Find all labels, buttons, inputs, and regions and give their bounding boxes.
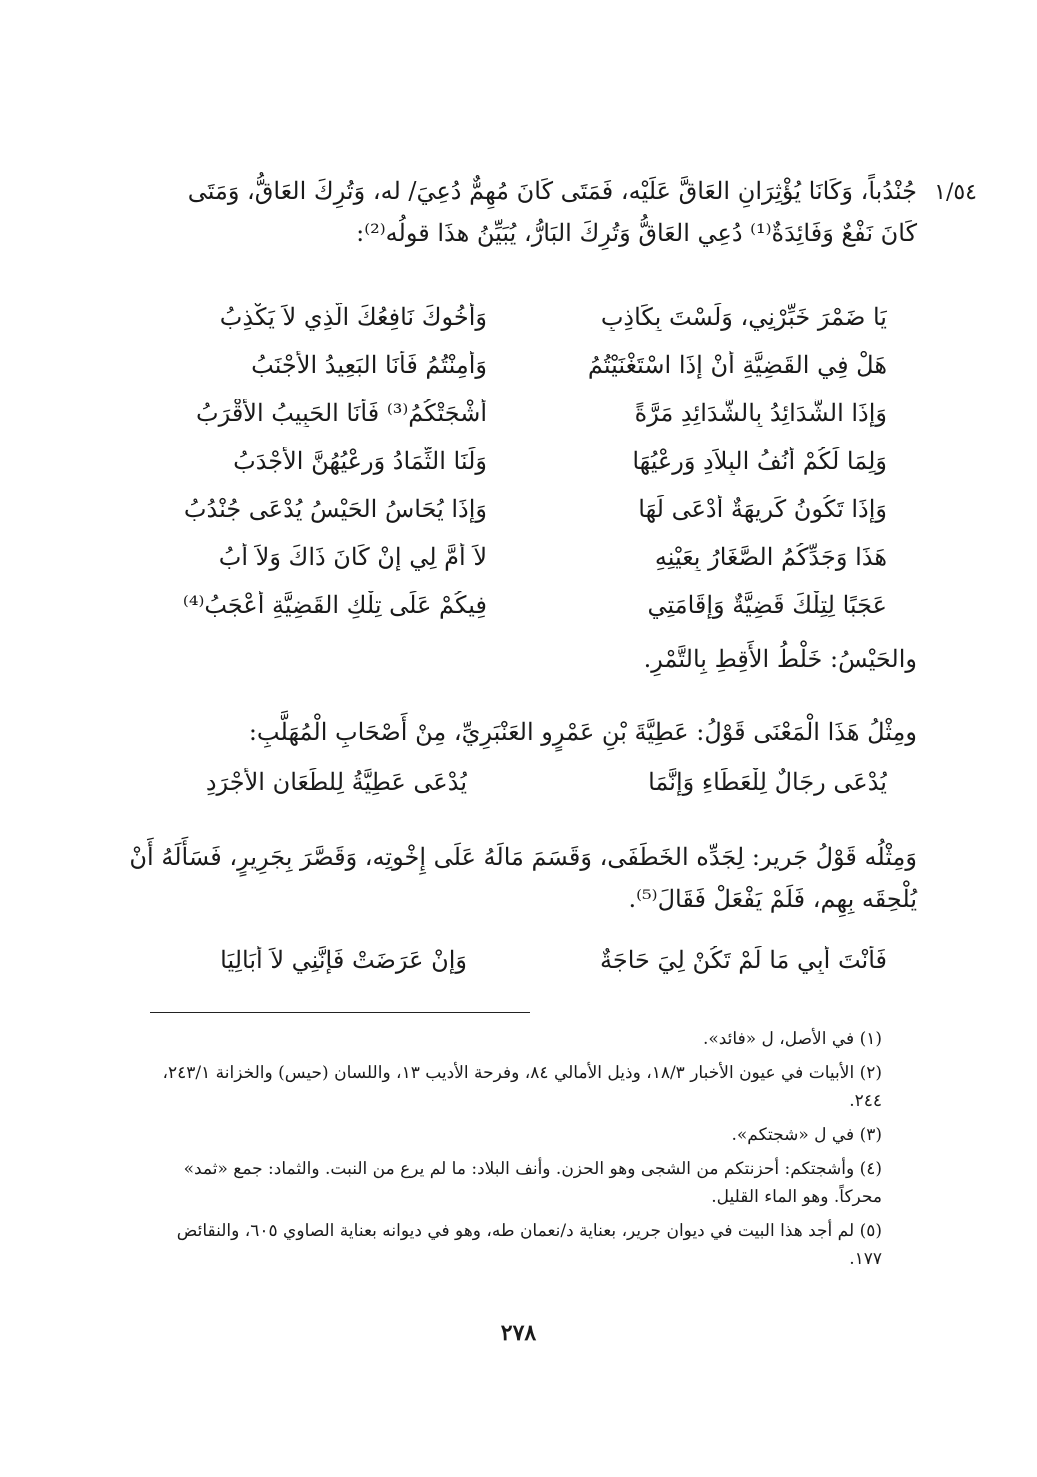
hemistich-second: وَإِذَا يُحَاسُ الحَيْسُ يُدْعَى جُنْدُبُ — [183, 495, 487, 523]
hemistich-second: أَشْجَتْكُمُ⁽³⁾ فَأَنَا الحَبِيبُ الأَقْرَبُ — [195, 399, 487, 427]
paragraph-intro — [117, 170, 917, 254]
verse-line — [127, 936, 887, 984]
verse-line — [147, 437, 887, 485]
paragraph-jarir — [117, 836, 917, 920]
verse-line — [147, 293, 887, 341]
hemistich-second: وَأَمِنْتُمُ فَأَنَا البَعِيدُ الأَجْنَبُ — [251, 351, 487, 379]
verse-line — [147, 485, 887, 533]
paragraph-attribution: ومِثْلُ هَذَا الْمَعْنَى قَوْلُ: عَطِيَّةَ بْنِ عَمْرٍو العَنْبَرِيِّ، مِنْ أَصْحَابِ الْمُهَلَّبِ: — [248, 718, 917, 746]
hemistich-first: وَلِمَا لَكُمْ أُنُفُ البِلاَدِ وَرِعْيُهَا — [632, 447, 887, 475]
verse-line — [147, 581, 887, 629]
footnote: (٥) لم أجد هذا البيت في ديوان جرير، بعناية د/نعمان طه، وهو في ديوانه بعناية الصاوي ٦٠٥، والنقائض ١٧٧. — [176, 1221, 882, 1269]
hemistich-first: وَإِذَا الشَّدَائِدُ بِالشَّدَائِدِ مَرَّةً — [634, 399, 887, 427]
verse-line — [147, 389, 887, 437]
hemistich-first: فَأَنْتَ أَبِي مَا لَمْ تَكُنْ لِيَ حَاجَةٌ — [600, 946, 887, 974]
verse-line — [147, 341, 887, 389]
hemistich-second: يُدْعَى عَطِيَّةُ لِلطِّعَانِ الأَجْرَدِ — [205, 768, 467, 796]
hemistich-first: وَإِذَا تَكُونُ كَرِيهَةٌ أُدْعَى لَهَا — [638, 495, 887, 523]
hemistich-first: يُدْعَى رِجَالٌ لِلْعَطَاءِ وَإِنَّمَا — [648, 768, 887, 796]
gloss-line: والحَيْسُ: خَلْطُ الأَقِطِ بِالتَّمْرِ. — [643, 645, 917, 673]
paragraph-line: جُنْدُباً، وَكَانَا يُؤْثِرَانِ العَاقَّ عَلَيْه، فَمَتَى كَانَ مُهِمٌّ دُعِيَ/ له، وَتُرِكَ العَاقُّ، وَمَتَى — [187, 177, 917, 205]
hemistich-second: وَإِنْ عَرَضَتْ فَإِنَّنِي لاَ أَبَالِيَا — [220, 946, 467, 974]
margin-marker: ١/٥٤ — [934, 180, 977, 205]
poem-block — [127, 758, 887, 806]
paragraph-line: وَمِثْلُه قَوْلُ جَرير: لِجَدِّه الخَطَفَى، وَقَسَمَ مَالَهُ عَلَى إِخْوتِه، وَقَصَّرَ بِجَرِيرٍ، فَسَأَلَهُ أَنْ — [129, 843, 917, 871]
poem-block — [127, 936, 887, 984]
paragraph-line: يُلْحِقَه بِهِم، فَلَمْ يَفْعَلْ فَقَالَ⁽⁵⁾. — [628, 885, 917, 913]
hemistich-first: هَلْ فِي القَضِيَّةِ أَنْ إِذَا اسْتَغْنَيْتُمُ — [587, 351, 887, 379]
hemistich-second: وَلَنَا الثِّمَادُ وَرِعْيُهُنَّ الأَجْدَبُ — [233, 447, 487, 475]
poem-block — [147, 293, 887, 629]
footnote: (٤) وأشجتكم: أحزنتكم من الشجى وهو الحزن. وأنف البلاد: ما لم يرع من النبت. والثماد: جمع «ثمد» محركاً. وهو الماء القليل. — [183, 1159, 882, 1207]
verse-line — [147, 533, 887, 581]
verse-line — [127, 758, 887, 806]
hemistich-first: عَجَبًا لِتِلْكَ قَضِيَّةٌ وَإِقَامَتِي — [647, 591, 887, 619]
footnote: (٢) الأبيات في عيون الأخبار ١٨/٣، وذيل الأمالي ٨٤، وفرحة الأديب ١٣، واللسان (حيس) والخزانة ٢٤٣/١، ٢٤٤. — [162, 1063, 882, 1111]
page-number: ٢٧٨ — [500, 1320, 537, 1346]
hemistich-first: يَا ضَمْرَ خَبِّرْنِي، وَلَسْتَ بِكَاذِبٍ — [600, 303, 887, 331]
paragraph-line: كَانَ نَفْعٌ وَفَائِدَةٌ⁽¹⁾ دُعِي العَاقُّ وَتُرِكَ البَارُّ، يُبَيِّنُ هذَا قولُه⁽²⁾: — [356, 219, 917, 247]
footnote-divider — [150, 1012, 530, 1013]
footnotes — [162, 1025, 882, 1279]
hemistich-second: فِيكُمْ عَلَى تِلْكِ القَضِيَّةِ أَعْجَبُ⁽⁴⁾ — [182, 591, 487, 619]
hemistich-second: لاَ أُمَّ لِي إِنْ كَانَ ذَاكَ وَلاَ أَبُ — [218, 543, 487, 571]
footnote: (١) في الأصل، ل «فائد». — [702, 1029, 882, 1049]
hemistich-second: وَأَخُوكَ نَافِعُكَ الَّذِي لاَ يَكْذِبُ — [219, 303, 487, 331]
hemistich-first: هَذَا وَجَدِّكُمُ الصَّغَارُ بِعَيْنِهِ — [654, 543, 887, 571]
footnote: (٣) في ل «شجتكم». — [731, 1125, 882, 1145]
